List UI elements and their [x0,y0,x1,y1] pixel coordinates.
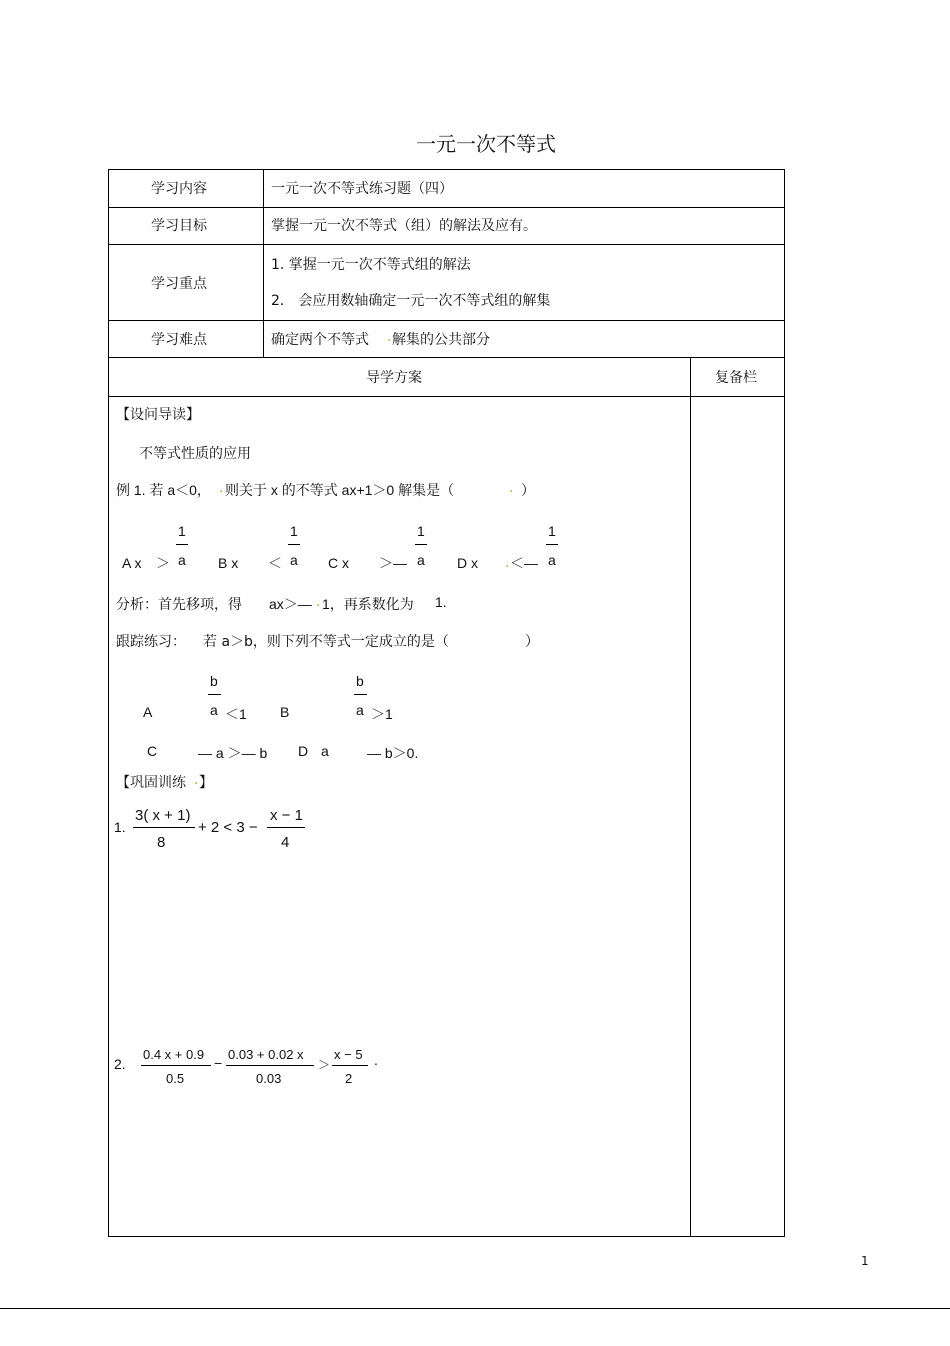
fraction-denominator: a [548,552,556,568]
option-letter: D x [457,555,478,571]
guide-topic: 不等式性质的应用 [139,446,251,462]
option-letter: B [280,704,290,720]
stray-dot: . [219,480,224,496]
practice-question: 若 a＞b，则下列不等式一定成立的是（ [203,634,449,650]
stray-dot: . [387,329,392,345]
fraction-denominator: a [417,552,425,568]
option-letter: B x [218,555,239,571]
fraction-denominator: 4 [281,834,290,851]
fraction-numerator: 0.4 x + 0.9 [143,1047,205,1062]
option-letter: C x [328,555,349,571]
option-operator: ＞— [379,555,407,571]
analysis-expr: ax＞— [269,596,312,612]
analysis-mid: 1，再系数化为 [322,596,414,612]
row-label-goal: 学习目标 [151,218,207,234]
option-letter: A [143,704,153,720]
minus-sign: − [214,1055,223,1071]
row-label-difficulty: 学习难点 [151,332,207,348]
fraction-denominator: 0.03 [256,1071,282,1086]
example-end: ） [521,482,535,498]
guide-section-heading: 【设问导读】 [116,407,200,423]
fraction-numerator: x − 1 [270,807,303,824]
inequality-middle: + 2 < 3 − [198,819,258,836]
practice-option-c-expr: — a ＞— b [198,745,268,761]
page-title: 一元一次不等式 [416,132,556,156]
fraction-numerator: 3( x + 1) [135,807,191,824]
consolidate-heading-a: 【巩固训练 [116,775,186,791]
exercise-number: 1. [114,819,126,835]
analysis-end: 1. [435,594,447,610]
fraction-numerator: b [210,673,218,689]
practice-end: ） [525,634,539,650]
row-value-difficulty-b: 解集的公共部分 [392,332,490,348]
fraction-numerator: 1 [417,523,425,539]
example-question: 则关于 x 的不等式 ax+1＞0 解集是（ [225,482,455,498]
option-relation: ＜1 [225,706,247,722]
consolidate-heading-b: 】 [199,775,213,791]
row-value-difficulty-a: 确定两个不等式 [271,332,369,348]
row-label-content: 学习内容 [151,181,207,197]
practice-option-d-expr: — b＞0. [367,745,419,761]
page-number: 1 [861,1254,869,1268]
fraction-numerator: b [356,673,364,689]
fraction-numerator: 1 [178,523,186,539]
option-operator: ＞ [156,555,170,571]
fraction-denominator: a [290,552,298,568]
review-header: 复备栏 [715,370,757,386]
stray-dot: . [194,772,199,788]
fraction-numerator: 1 [548,523,556,539]
plan-header: 导学方案 [366,370,422,386]
exercise-number: 2. [114,1056,126,1072]
row-value-content: 一元一次不等式练习题（四） [271,181,453,197]
practice-option-d-a: a [321,743,329,759]
fraction-denominator: 0.5 [166,1071,185,1086]
footer-rule [0,1308,950,1309]
practice-option-c-letter: C [147,743,158,759]
fraction-denominator: a [210,702,218,718]
trailing-dot: . [374,1052,378,1068]
fraction-numerator: 0.03 + 0.02 x [228,1047,304,1062]
fraction-denominator: 8 [157,834,166,851]
option-letter: A x [122,555,142,571]
row-value-goal: 掌握一元一次不等式（组）的解法及应有。 [271,218,537,234]
greater-sign: ＞ [318,1058,331,1072]
fraction-denominator: 2 [345,1071,353,1086]
stray-dot: . [505,555,510,571]
fraction-numerator: 1 [290,523,298,539]
practice-label: 跟踪练习： [116,634,186,650]
stray-dot: . [509,480,514,496]
option-operator: ＜ [268,555,282,571]
analysis-intro: 分析：首先移项，得 [116,597,242,613]
fraction-denominator: a [178,552,186,568]
row-focus-item-1: 1. 掌握一元一次不等式组的解法 [271,257,471,273]
row-focus-item-2: 2． 会应用数轴确定一元一次不等式组的解集 [271,293,551,309]
option-operator: ＜— [510,555,538,571]
stray-dot: . [316,594,321,610]
practice-option-d-letter: D [298,743,309,759]
option-relation: ＞1 [371,706,393,722]
row-label-focus: 学习重点 [151,276,207,292]
example-prefix: 例 1. 若 a＜0， [116,482,211,498]
fraction-numerator: x − 5 [334,1047,363,1062]
fraction-denominator: a [356,702,364,718]
